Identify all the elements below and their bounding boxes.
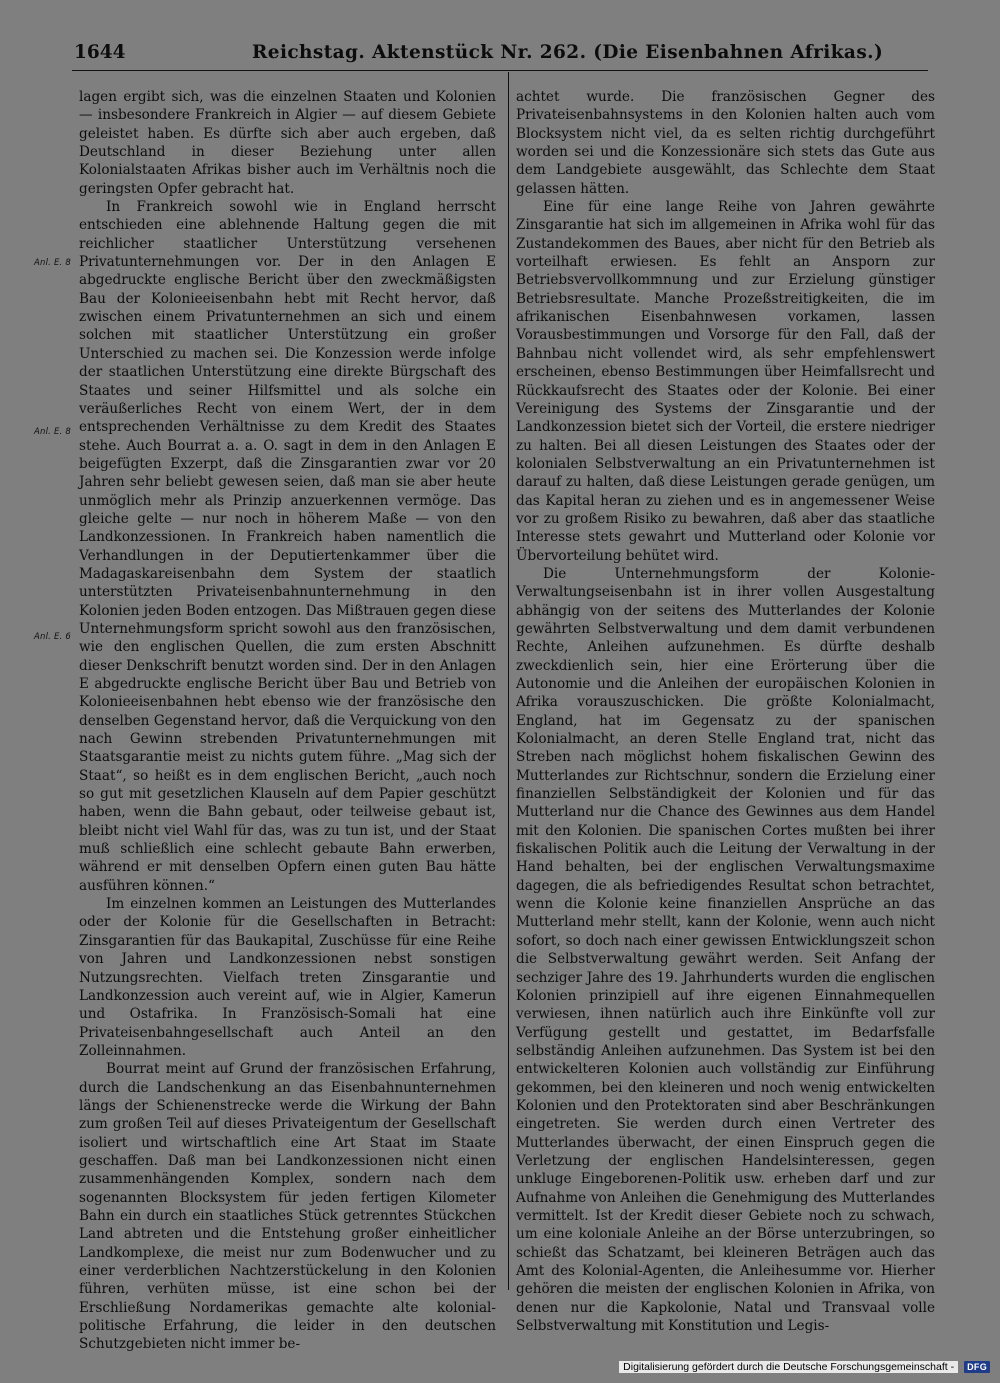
paragraph: Bourrat meint auf Grund der französischen Erfahrung, durch die Landschenkung an das Eisenbahnunternehmen längs der Schienenstrecke werde die Wirkung der Bahn zum großen Teil auf dieses Privateigentum der Gesellschaft isoliert und wirtschaftlich eine Art Staat im Staate geschaffen. Daß man bei Landkonzessionen nicht einen zusammenhängenden Komplex, sondern nach dem sogenannten Blocksystem für jeden fertigen Kilometer Bahn ein durch ein staatliches Stück getrenntes Stückchen Land abtreten und die Entstehung großer einheitlicher Landkomplexe, die meist nur zum Bodenwucher und zu einer verderblichen Nachtzerstückelung in den Kolonien führen, verhüten müsse, ist eine schon bei der Erschließung Nordamerikas gemachte alte kolonial-politische Erfahrung, die leider in den deutschen Schutzgebieten nicht immer be- — [79, 1061, 496, 1353]
page-header — [72, 42, 928, 68]
column-divider — [508, 72, 509, 1290]
margin-note: Anl. E. 6 — [34, 632, 71, 642]
paragraph: Im einzelnen kommen an Leistungen des Mutterlandes oder der Kolonie für die Gesellschaften in Betracht: Zinsgarantien für das Baukapital, Zuschüsse für eine Reihe von Jahren und Landkonzessionen nebst sonstigen Nutzungsrechten. Vielfach treten Zinsgarantie und Landkonzession auch vereint auf, wie in Algier, Kamerun und Ostafrika. In Französisch-Somali hat eine Privateisenbahngesellschaft auch Anteil an den Zolleinnahmen. — [79, 896, 496, 1059]
page-number: 1644 — [74, 42, 126, 63]
running-title: Reichstag. Aktenstück Nr. 262. (Die Eisenbahnen Afrikas.) — [252, 42, 884, 63]
paragraph: Die Unternehmungsform der Kolonie-Verwaltungseisenbahn ist in ihrer vollen Ausgestaltung abhängig von der seitens des Mutterlandes der Kolonie gewährten Selbstverwaltung und dem damit verbundenen Rechte, Anleihen aufzunehmen. Es dürfte deshalb zweckdienlich sein, hier eine Erörterung über die Autonomie und die Anleihen der europäischen Kolonien in Afrika vorauszuschicken. Die größte Kolonialmacht, England, hat im Gegensatz zu der spanischen Kolonialmacht, an deren Stelle England trat, nicht das Streben nach möglichst hohem fiskalischen Gewinn des Mutterlandes zur Richtschnur, sondern die Erzielung einer finanziellen Selbständigkeit der Kolonien und für das Mutterland nur die Chance des Gewinnes aus dem Handel mit den Kolonien. Die spanischen Cortes mußten bei ihrer fiskalischen Politik auch die Leitung der Verwaltung in der Hand behalten, bei der englischen Verwaltungsmaxime dagegen, die als befriedigendes Resultat schon betrachtet, wenn die Kolonie keine finanziellen Ansprüche an das Mutterland mehr stellt, kann der Kolonie, wenn auch nicht sofort, so doch nach einer gewissen Entwicklungszeit schon die Selbstverwaltung gewährt werden. Seit Anfang der sechziger Jahre des 19. Jahrhunderts wurden die englischen Kolonien prinzipiell auf ihre eigenen Einnahmequellen verwiesen, ihnen natürlich auch ihre Einkünfte voll zur Verfügung gestellt und gestattet, im Bedarfsfalle selbständig Anleihen aufzunehmen. Das System ist bei den entwickelteren Kolonien auch vollständig zur Einführung gekommen, bei den kleineren und noch wenig entwickelten Kolonien und den Protektoraten sind aber Beschränkungen eingetreten. Sie werden durch einen Vertreter des Mutterlandes überwacht, der einen Einspruch gegen die Verletzung der englischen Handelsinteressen, gegen unkluge Eingeborenen-Politik usw. erheben darf und zur Aufnahme von Anleihen die Genehmigung des Mutterlandes vermittelt. Ist der Kredit dieser Gebiete noch zu schwach, um eine koloniale Anleihe an der Börse unterzubringen, so schießt das Schatzamt, bei kleineren Beträgen auch das Amt des Kolonial-Agenten, die Anleihesumme vor. Hierher gehören die meisten der englischen Kolonien in Afrika, von denen nur die Kapkolonie, Natal und Transvaal volle Selbstverwaltung mit Konstitution und Legis- — [516, 565, 935, 1335]
paragraph: Eine für eine lange Reihe von Jahren gewährte Zinsgarantie hat sich im allgemeinen in Afrika wohl für das Zustandekommen des Baues, aber nicht für den Betrieb als vorteilhaft erwiesen. Es fehlt an Ansporn zur Betriebsvervollkommnung und zur Erzielung günstiger Betriebsresultate. Manche Prozeßstreitigkeiten, die im afrikanischen Eisenbahnwesen vorkamen, lassen Vorausbestimmungen und Vorsorge für den Fall, daß der Bahnbau nicht vollendet wird, als sehr empfehlenswert erscheinen, ebenso Bestimmungen über Heimfallsrecht und Rückkaufsrecht des Staates oder der Kolonie. Bei einer Vereinigung des Systems der Zinsgarantie und der Landkonzession bietet sich der Vorteil, die erstere niedriger zu halten. Bei all diesen Leistungen des Staates oder der kolonialen Selbstverwaltung an ein Privatunternehmen ist darauf zu halten, daß diese Leistungen gerade genügen, um das Kapital heran zu ziehen und es in angemessener Weise vor zu großem Risiko zu bewahren, daß aber das staatliche Interesse stets gewahrt und Mutterland oder Kolonie vor Übervorteilung behütet wird. — [516, 199, 935, 564]
right-column — [516, 88, 935, 1335]
paragraph: In Frankreich sowohl wie in England herrscht entschieden eine ablehnende Haltung gegen die mit reichlicher staatlicher Unterstützung versehenen Privatunternehmungen vor. Der in den Anlagen E abgedruckte englische Bericht über den zweckmäßigsten Bau der Kolonieeisenbahn hebt mit Recht hervor, daß zwischen einem Privatunternehmen an sich und einem solchen mit staatlicher Unterstützung ein großer Unterschied zu machen sei. Die Konzession werde infolge der staatlichen Unterstützung eine direkte Bürgschaft des Staates und seiner Hilfsmittel und als solche ein veräußerliches Recht von einem Wert, der in dem entsprechenden Verhältnisse zu dem Kredit des Staates stehe. Auch Bourrat a. a. O. sagt in dem in den Anlagen E beigefügten Exzerpt, daß die Zinsgarantien zwar vor 20 Jahren sehr beliebt gewesen seien, daß man sie aber heute unmöglich mehr als Prinzip anzuerkennen vermöge. Das gleiche gelte — nur noch in höherem Maße — von den Landkonzessionen. In Frankreich haben namentlich die Verhandlungen in der Deputiertenkammer über die Madagaskareisenbahn dem System der staatlich unterstützten Privateisenbahnunternehmung in den Kolonien jeden Boden entzogen. Das Mißtrauen gegen diese Unternehmungsform spricht sowohl aus den französischen, wie den englischen Quellen, die zum ersten Abschnitt dieser Denkschrift benutzt worden sind. Der in den Anlagen E abgedruckte englische Bericht über Bau und Betrieb von Kolonieeisenbahnen hebt ebenso wie der französische den denselben Gegenstand hervor, daß die Verquickung von den nach Gewinn strebenden Privatunternehmungen mit Staatsgarantie meist zu nichts gutem führe. „Mag sich der Staat“, so heißt es in dem englischen Bericht, „auch noch so gut mit gesetzlichen Klauseln auf dem Papier geschützt haben, wenn die Bahn gebaut, oder teilweise gebaut ist, bleibt nicht viel Wahl für das, was zu tun ist, und der Staat muß schließlich eine schlecht gebaute Bahn erwerben, während er mit denselben Opfern einen guten Bau hätte ausführen können.“ — [79, 199, 496, 894]
paragraph: lagen ergibt sich, was die einzelnen Staaten und Kolonien — insbesondere Frankreich in Algier — auf diesem Gebiete geleistet haben. Es dürfte sich aber auch ergeben, daß Deutschland in dieser Beziehung unter allen Kolonialstaaten Afrikas bisher auch im Verhältnis noch die geringsten Opfer gebracht hat. — [79, 89, 496, 197]
paragraph: achtet wurde. Die französischen Gegner des Privateisenbahnsystems in den Kolonien halten auch vom Blocksystem nicht viel, da es selten richtig durchgeführt worden sei und die Konzessionäre sich stets das Gute aus dem Landgebiete ausgewählt, das Schlechte dem Staat gelassen hätten. — [516, 89, 935, 197]
left-column — [79, 88, 496, 1354]
header-rule — [72, 70, 928, 71]
footer-text: Digitalisierung gefördert durch die Deutsche Forschungsgemeinschaft - — [619, 1361, 958, 1373]
dfg-logo: DFG — [964, 1361, 990, 1373]
margin-note: Anl. E. 8 — [34, 427, 71, 437]
margin-note: Anl. E. 8 — [34, 258, 71, 268]
footer — [619, 1359, 990, 1375]
